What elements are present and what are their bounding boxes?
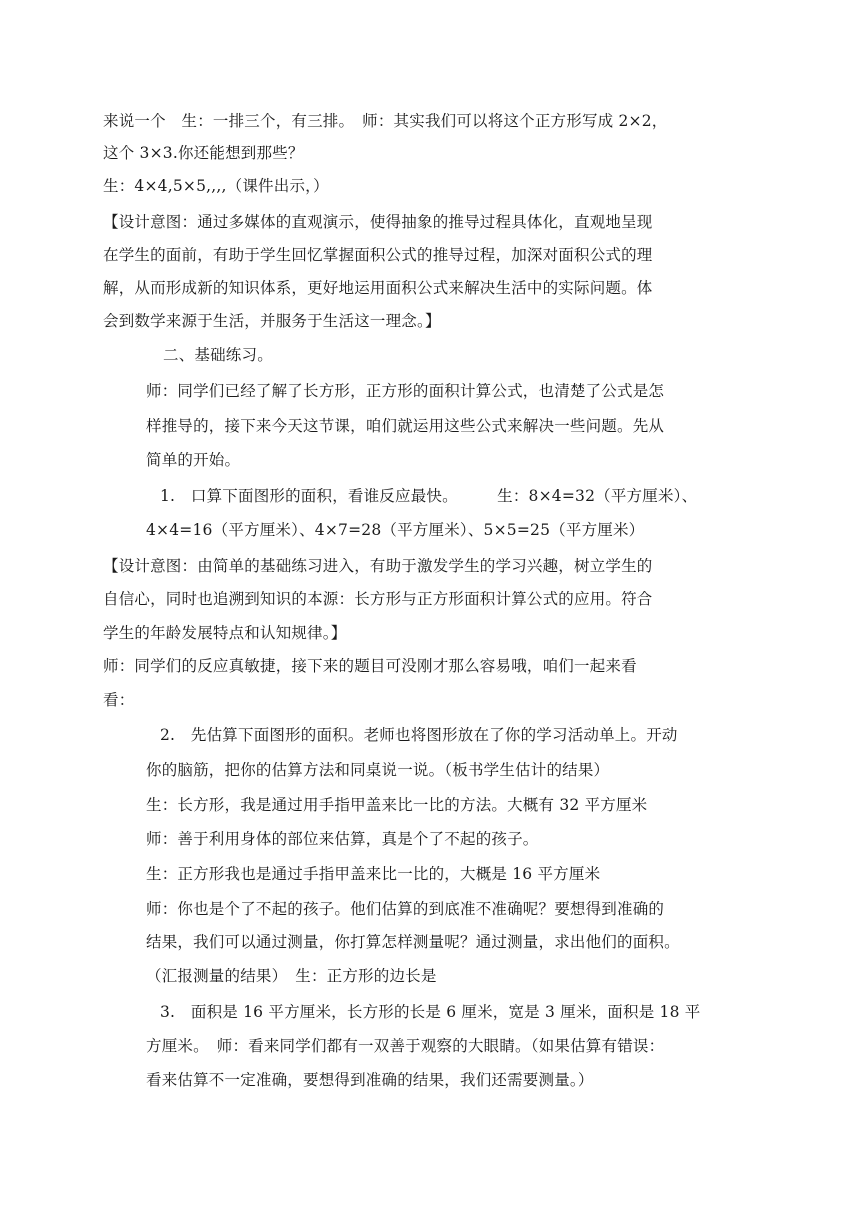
text-line: 生：长方形，我是通过用手指甲盖来比一比的方法。大概有 32 平方厘米	[146, 796, 648, 814]
text-line: 看：	[103, 691, 135, 709]
text-line: 方厘米。 师：看来同学们都有一双善于观察的大眼睛。（如果估算有错误：	[146, 1037, 665, 1055]
exercise-line: 4×4=16（平方厘米）、4×7=28（平方厘米）、5×5=25（平方厘米）	[146, 521, 645, 539]
text-line: 看来估算不一定准确，要想得到准确的结果，我们还需要测量。）	[146, 1071, 594, 1089]
text-line: 师：善于利用身体的部位来估算，真是个了不起的孩子。	[146, 830, 539, 848]
section-heading: 二、基础练习。	[163, 346, 273, 364]
exercise-line: 1. 口算下面图形的面积，看谁反应最快。 生：8×4=32（平方厘米）、	[160, 487, 698, 505]
design-intent-line: 学生的年龄发展特点和认知规律。】	[103, 624, 347, 642]
text-line: 师：你也是个了不起的孩子。他们估算的到底准不准确呢？要想得到准确的	[146, 900, 665, 918]
design-intent-line: 自信心，同时也追溯到知识的本源：长方形与正方形面积计算公式的应用。符合	[103, 590, 653, 608]
text-line: 来说一个 生：一排三个，有三排。 师：其实我们可以将这个正方形写成 2×2，	[103, 112, 668, 130]
text-line: 简单的开始。	[146, 451, 241, 469]
text-line: 生：4×4,5×5,,,,（课件出示，）	[103, 177, 329, 195]
design-intent-line: 【设计意图：由简单的基础练习进入，有助于激发学生的学习兴趣，树立学生的	[103, 557, 653, 575]
exercise-line: 2. 先估算下面图形的面积。老师也将图形放在了你的学习活动单上。开动	[160, 726, 678, 744]
text-line: 样推导的，接下来今天这节课，咱们就运用这些公式来解决一些问题。先从	[146, 417, 665, 435]
text-line: 生：正方形我也是通过手指甲盖来比一比的，大概是 16 平方厘米	[146, 865, 601, 883]
text-line: 师：同学们的反应真敏捷，接下来的题目可没刚才那么容易哦，咱们一起来看	[103, 657, 637, 675]
design-intent-line: 【设计意图：通过多媒体的直观演示，使得抽象的推导过程具体化，直观地呈现	[103, 213, 653, 231]
exercise-line: 3. 面积是 16 平方厘米，长方形的长是 6 厘米，宽是 3 厘米，面积是 18 平	[160, 1003, 701, 1021]
text-line: 师：同学们已经了解了长方形，正方形的面积计算公式，也清楚了公式是怎	[146, 382, 665, 400]
design-intent-line: 在学生的面前，有助于学生回忆掌握面积公式的推导过程，加深对面积公式的理	[103, 246, 653, 264]
design-intent-line: 会到数学来源于生活，并服务于生活这一理念。】	[103, 312, 441, 330]
text-line: （汇报测量的结果） 生：正方形的边长是	[146, 967, 437, 985]
text-line: 结果，我们可以通过测量，你打算怎样测量呢？通过测量，求出他们的面积。	[146, 933, 680, 951]
text-line: 这个 3×3.你还能想到那些？	[103, 144, 304, 162]
design-intent-line: 解，从而形成新的知识体系，更好地运用面积公式来解决生活中的实际问题。体	[103, 279, 653, 297]
text-line: 你的脑筋，把你的估算方法和同桌说一说。（板书学生估计的结果）	[146, 761, 610, 779]
